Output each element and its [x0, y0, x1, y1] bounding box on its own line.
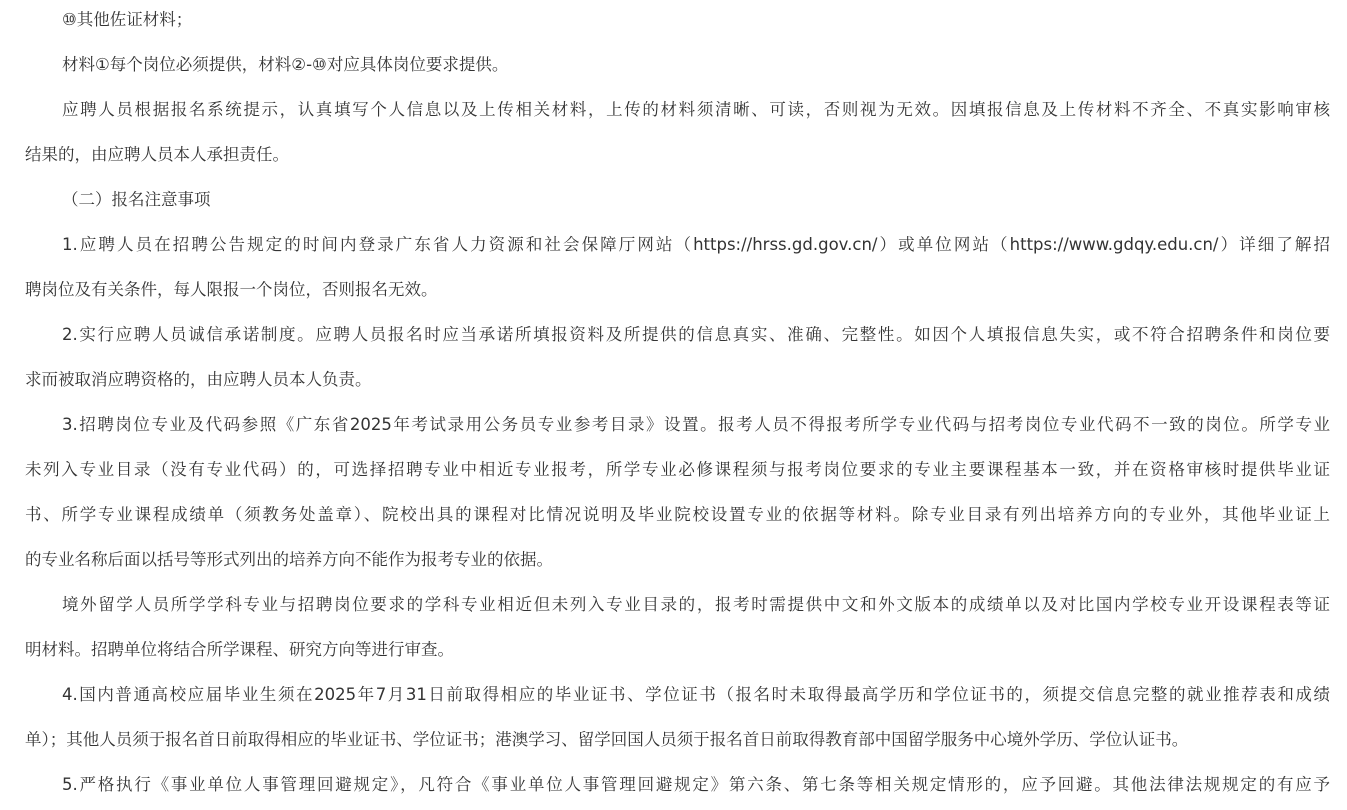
paragraph-other-evidence: [25, 0, 1330, 42]
paragraph-line: 结果的，由应聘人员本人承担责任。: [25, 145, 289, 164]
paragraph-line: 材料①每个岗位必须提供，材料②-⑩对应具体岗位要求提供。: [62, 55, 509, 74]
paragraph-line: 2.实行应聘人员诚信承诺制度。应聘人员报名时应当承诺所填报资料及所提供的信息真实、准确、完整性。如因个人填报信息失实，或不符合招聘条件和岗位要: [62, 325, 1330, 344]
paragraph-line: 求而被取消应聘资格的，由应聘人员本人负责。: [25, 370, 372, 389]
paragraph-line: 境外留学人员所学学科专业与招聘岗位要求的学科专业相近但未列入专业目录的，报考时需提供中文和外文版本的成绩单以及对比国内学校专业开设课程表等证: [62, 595, 1330, 614]
paragraph-line: 明材料。招聘单位将结合所学课程、研究方向等进行审查。: [25, 640, 454, 659]
paragraph-line: ⑩其他佐证材料；: [62, 10, 193, 29]
paragraph-item-4: [25, 672, 1330, 762]
paragraph-material-requirement: [25, 42, 1330, 87]
paragraph-overseas-students: [25, 582, 1330, 672]
paragraph-line: 应聘人员根据报名系统提示，认真填写个人信息以及上传相关材料，上传的材料须清晰、可读，否则视为无效。因填报信息及上传材料不齐全、不真实影响审核: [62, 100, 1330, 119]
paragraph-item-3: [25, 402, 1330, 582]
paragraph-item-2: [25, 312, 1330, 402]
paragraph-line: 未列入专业目录（没有专业代码）的，可选择招聘专业中相近专业报考，所学专业必修课程须与报考岗位要求的专业主要课程基本一致，并在资格审核时提供毕业证: [25, 460, 1330, 479]
paragraph-line: 单）；其他人员须于报名首日前取得相应的毕业证书、学位证书；港澳学习、留学回国人员须于报名首日前取得教育部中国留学服务中心境外学历、学位认证书。: [25, 730, 1189, 749]
paragraph-line: 的专业名称后面以括号等形式列出的培养方向不能作为报考专业的依据。: [25, 550, 553, 569]
paragraph-line: 聘岗位及有关条件，每人限报一个岗位，否则报名无效。: [25, 280, 438, 299]
paragraph-line: 5.严格执行《事业单位人事管理回避规定》，凡符合《事业单位人事管理回避规定》第六条、第七条等相关规定情形的，应予回避。其他法律法规规定的有应予: [62, 775, 1330, 794]
paragraph-fill-info: [25, 87, 1330, 177]
section-heading-registration-notes: [25, 177, 1330, 222]
paragraph-line: 1.应聘人员在招聘公告规定的时间内登录广东省人力资源和社会保障厅网站（https://hrss.gd.gov.cn/）或单位网站（https://www.gdqy.edu.cn/）详细了解招: [62, 235, 1330, 254]
paragraph-item-5: [25, 762, 1330, 807]
paragraph-item-1: [25, 222, 1330, 312]
article-body: [25, 0, 1330, 807]
paragraph-line: 书、所学专业课程成绩单（须教务处盖章）、院校出具的课程对比情况说明及毕业院校设置专业的依据等材料。除专业目录有列出培养方向的专业外，其他毕业证上: [25, 505, 1330, 524]
paragraph-line: 4.国内普通高校应届毕业生须在2025年7月31日前取得相应的毕业证书、学位证书（报名时未取得最高学历和学位证书的，须提交信息完整的就业推荐表和成绩: [62, 685, 1330, 704]
paragraph-line: 3.招聘岗位专业及代码参照《广东省2025年考试录用公务员专业参考目录》设置。报考人员不得报考所学专业代码与招考岗位专业代码不一致的岗位。所学专业: [62, 415, 1330, 434]
paragraph-line: （二）报名注意事项: [62, 190, 211, 209]
